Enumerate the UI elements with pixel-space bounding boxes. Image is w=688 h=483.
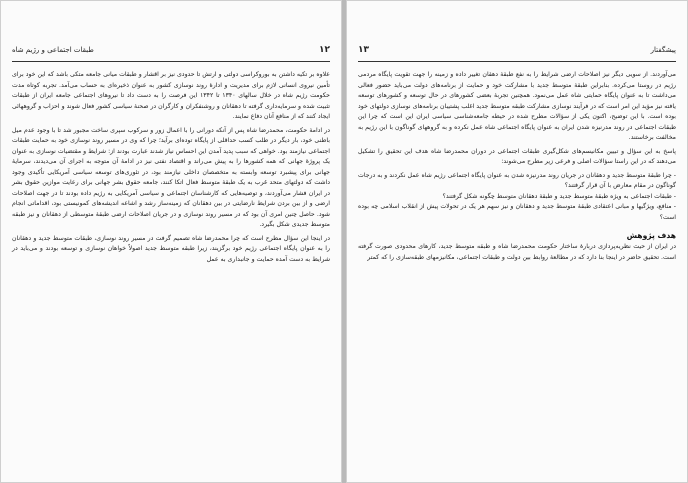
right-paragraph-1: می‌آوردند. از سویی دیگر نیز اصلاحات ارضی شرایط را به نفع طبقهٔ دهقان تغییر داده و زمینه را جهت تقویت پایگاه مردمی رژیم در روستا می‌کرده. بنابراین طبقهٔ متوسط جدید با مشارکت خود و حمایت از برنامه‌های دولت می‌باید حضور فعالی می‌داشت تا به عنوان پایگاه حمایتی شاه عمل می‌نمود. همچنین تجربهٔ بعضی کشورهای در حال توسعه و کشورهای توسعه یافته نیز مؤید این امر است که در فرآیند نوسازی مشارکت طبقه متوسط جدید اغلب پشتیبان برنامه‌های نوسازی دولتهای خود بوده است. با این توضیح، اکنون یکی از سؤالات مطرح شده در حیطه جامعه‌شناسی سیاسی ایران این است که چرا این طبقات اجتماعی در روند مدرنیزه شدن ایران به عنوان پایگاه اجتماعی شاه عمل نکرده و به گروههای گوناگون با این رژیم به مخالفت برخاستند.: [358, 71, 676, 141]
section-heading: هدف پژوهش: [626, 231, 676, 240]
right-header-rule: [358, 61, 676, 62]
right-page-header: [358, 46, 676, 60]
right-paragraph-2: پاسخ به این سؤال و تبیین مکانیسم‌های شکل‌گیری طبقات اجتماعی در دوران محمدرضا شاه هدف این تحقیق را تشکیل می‌دهند که در این راستا سؤالات اصلی و فرعی زیر مطرح می‌شوند:: [358, 147, 676, 165]
right-page-number: ۱۳: [358, 45, 369, 55]
right-page: [346, 0, 688, 483]
research-question-3: - منافع، ویژگیها و مبانی اعتقادی طبقهٔ متوسط جدید و دهقانان و نیز سهم هر یک در تحولات پیش از انقلاب اسلامی چه بوده است؟: [358, 203, 676, 221]
left-paragraph-2: در ادامهٔ حکومت، محمدرضا شاه پس از آنکه دورانی را با اعمال زور و سرکوب سپری ساخت مجبور شد تا با وجود عدم میل باطنی خود، بار دیگر در طلب کسب حداقلی از پایگاه توده‌ای برآید؛ چرا که وی در مسیر روند نوسازی خود به حمایت طبقات اجتماعی نیازمند بود. خواهی که سبب پدید آمدن این احساس نیاز شدند عبارت بودند از: شرایط و مقتضیات نوسازی به عنوان یک پروژهٔ جهانی که همه کشورها را به پیش می‌راند و اقتصاد نفتی نیز در ادامهٔ آن متوجه به اجرای آن می‌دیدند، سرمایهٔ جهانی برای پیشبرد توسعه وابسته به متخصصان داخلی نیازمند بود، در تئوری‌های توسعه سیاسی آمریکایی تأکیدی وجود داشت که دولتهای متحد غرب به یک طبقهٔ متوسط فعال اتکا کنند، جامعه حقوق بشر جهانی برای رعایت موازین حقوق بشر در ایران فشار می‌آوردند، و توصیه‌هایی که کارشناسان اجتماعی و سیاسی آمریکایی به رژیم داده بودند تا در جهت اصلاحات ارضی و از بین بردن شرایط نارضایتی در بین دهقانان که زمینه‌ساز رشد و اشاعه اندیشه‌های کمونیستی بود، اقداماتی انجام شود. حاصل چنین امری آن بود که در مسیر روند نوسازی و در جریان اصلاحات ارضی طبقهٔ متوسطی از دهقانان و نیز طبقه متوسط جدیدی شکل بگیرد.: [12, 126, 330, 228]
research-questions-list: [358, 171, 676, 224]
left-page-number: ۱۲: [319, 45, 330, 55]
left-page: [0, 0, 342, 483]
right-page-body: [358, 70, 676, 266]
left-page-header: [12, 46, 330, 60]
right-running-title: پیشگفتار: [650, 46, 676, 54]
left-page-body: [12, 70, 330, 268]
left-running-title: طبقات اجتماعی و رژیم شاه: [12, 46, 94, 54]
left-paragraph-1: علاوه بر تکیه داشتن به بوروکراسی دولتی و ارتش تا حدودی نیز بر اقشار و طبقات میانی جامعه متکی باشد که این خود برای تأمین نیروی انسانی لازم برای مدیریت و ادارهٔ روند نوسازی کشور به عنوان ذخیره‌ای به حساب می‌آمد. تجربه کوتاه مدت حکومت رژیم شاه در خلال سالهای ۱۳۴۰ تا ۱۳۴۲ این فرصت را به دست داد تا نیروهای اجتماعی جامعه ایران از طبقات تثبیت شده و سرمایه‌داری گرفته تا دهقانان و روشنفکران و کارگران در صحنهٔ سیاسی کشور فعال شوند و احزاب و گروههائی ایجاد کنند که از منافع آنان دفاع نمایند.: [12, 71, 330, 120]
left-paragraph-3: در اینجا این سؤال مطرح است که چرا محمدرضا شاه تصمیم گرفت در مسیر روند نوسازی، طبقات متوسط جدید و دهقانان را به عنوان پایگاه اجتماعی رژیم خود برگزیند، زیرا طبقه متوسط جدید اصولاً خواهان نوسازی و توسعه بودند و می‌باید در شرایط به دست آمده حمایت و جانبداری به عمل: [12, 234, 330, 263]
section-paragraph-1: در ایران از حیث نظریه‌پردازی دربارهٔ ساختار حکومت محمدرضا شاه و طبقه متوسط جدید، کارهای محدودی صورت گرفته است. تحقیق حاضر در اینجا بنا دارد که در مطالعهٔ روابط بین دولت و طبقات اجتماعی، مکانیزمهای طبقه‌سازی را که کمتر: [358, 243, 676, 261]
research-question-1: - چرا طبقهٔ متوسط جدید و دهقانان در جریان روند مدرنیزه شدن به عنوان پایگاه اجتماعی رژیم شاه عمل نکردند و به درجات گوناگون در مقام معارض با آن قرار گرفتند؟: [358, 171, 676, 189]
left-header-rule: [12, 61, 330, 62]
research-question-2: - طبقات اجتماعی به ویژه طبقهٔ متوسط جدید و طبقهٔ دهقانان متوسط چگونه شکل گرفتند؟: [442, 192, 676, 200]
